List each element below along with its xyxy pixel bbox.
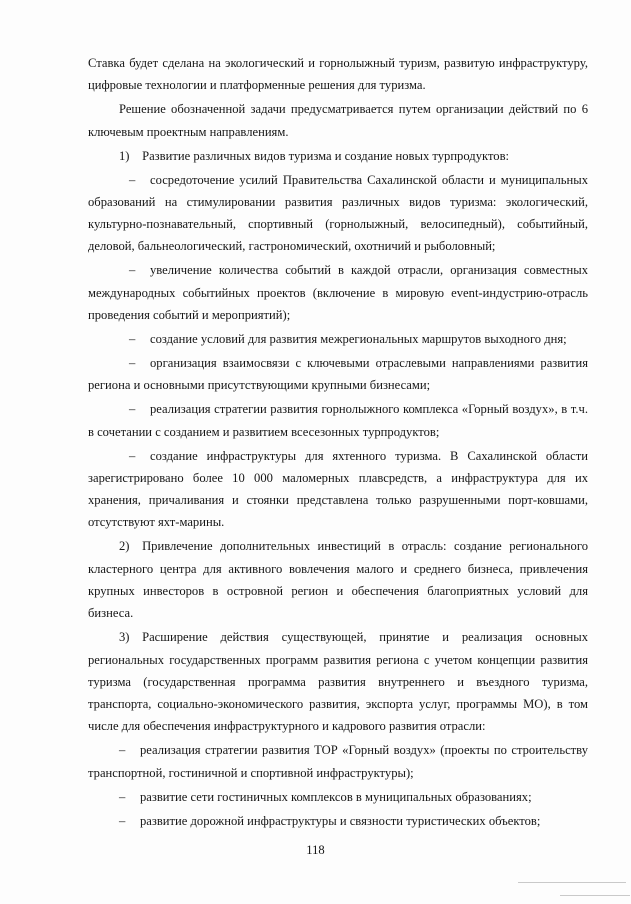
dash-marker: –	[129, 402, 136, 417]
dash-marker: –	[129, 448, 136, 463]
section-3-item	[88, 810, 588, 832]
dash-marker: –	[129, 172, 136, 187]
section-3-item-text: реализация стратегии развития ТОР «Горный воздух» (проекты по строительству транспортной, гостиничной и спортивной инфраструктуры);	[88, 743, 588, 780]
section-1-item-text: сосредоточение усилий Правительства Сахалинской области и муниципальных образований на стимулировании развития различных видов туризма: экологический, культурно-познавательный, спортивный (горнолыжный, велосипедный), событийный, деловой, бальнеологический, гастрономический, охотничий и рыболовный;	[88, 172, 588, 254]
section-1-heading: 1) Развитие различных видов туризма и создание новых турпродуктов:	[119, 148, 510, 163]
page-number: 118	[306, 843, 325, 857]
section-2-paragraph: 2) Привлечение дополнительных инвестиций в отрасль: создание регионального кластерного центра для активного вовлечения малого и среднего бизнеса, привлечения крупных инвесторов в островной регион и обеспечения благоприятных условий для бизнеса.	[88, 539, 588, 621]
intro-paragraph: Ставка будет сделана на экологический и горнолыжный туризм, развитую инфраструктуру, цифровые технологии и платформенные решения для туризма.	[88, 56, 588, 93]
section-1-item	[88, 398, 588, 443]
section-1-item	[88, 169, 588, 258]
dash-marker: –	[129, 332, 136, 346]
section-1-item	[88, 445, 588, 534]
page-body	[88, 52, 588, 834]
dash-marker: –	[129, 263, 136, 278]
section-3-item	[88, 786, 588, 808]
dash-marker: –	[119, 743, 126, 758]
section-1-item	[88, 328, 588, 350]
section-1-item-text: организация взаимосвязи с ключевыми отраслевыми направлениями развития региона и основными присутствующими крупными бизнесами;	[88, 355, 588, 393]
dash-marker: –	[119, 813, 126, 828]
section-3-heading: 3) Расширение действия существующей, принятие и реализация основных региональных государственных программ развития региона с учетом концепции развития туризма (государственная программа развития внутреннего и въездного туризма, транспорта, социально-экономического развития, экспорта услуг, программы МО), в том числе для обеспечения инфраструктурного и кадрового развития отрасли:	[88, 630, 588, 734]
scan-edge-line	[560, 895, 630, 896]
section-1-item-text: создание инфраструктуры для яхтенного туризма. В Сахалинской области зарегистрировано более 10 000 маломерных плавсредств, а инфраструктура для их хранения, причаливания и стоянки представлена только разрушенными порт-ковшами, отсутствуют яхт-марины.	[88, 448, 588, 530]
section-1-item-text: увеличение количества событий в каждой отрасли, организация совместных международных событийных проектов (включение в мировую event-индустрию-отрасль проведения событий и мероприятий);	[88, 263, 588, 323]
section-1-item	[88, 352, 588, 397]
decision-paragraph: Решение обозначенной задачи предусматривается путем организации действий по 6 ключевым проектным направлениям.	[88, 102, 588, 139]
section-1-item-text: создание условий для развития межрегиональных маршрутов выходного дня;	[150, 332, 567, 346]
dash-marker: –	[129, 355, 136, 370]
section-1-item	[88, 259, 588, 326]
section-3-item-text: развитие дорожной инфраструктуры и связности туристических объектов;	[140, 813, 541, 828]
section-1-item-text: реализация стратегии развития горнолыжного комплекса «Горный воздух», в т.ч. в сочетании с созданием и развитием всесезонных турпродуктов;	[88, 402, 588, 439]
section-3-item	[88, 739, 588, 784]
scan-edge-line	[518, 882, 626, 883]
dash-marker: –	[119, 789, 126, 804]
section-3-item-text: развитие сети гостиничных комплексов в муниципальных образованиях;	[140, 789, 532, 804]
